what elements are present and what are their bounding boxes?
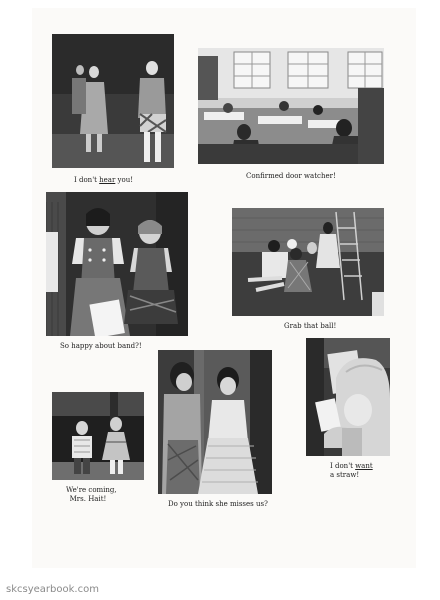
caption-1: I don't hear you! bbox=[74, 176, 134, 184]
photo-grab-ball bbox=[232, 208, 384, 316]
site-watermark: skcsyearbook.com bbox=[6, 584, 99, 595]
caption-5: We're coming, Mrs. Hait! bbox=[66, 486, 117, 504]
caption-3: So happy about band?! bbox=[60, 342, 142, 350]
caption-6: Do you think she misses us? bbox=[168, 500, 268, 508]
caption-4: Grab that ball! bbox=[284, 322, 337, 330]
caption-7: I don't want a straw! bbox=[330, 462, 373, 480]
photo-girl-straw bbox=[306, 338, 390, 456]
photo-misses-us bbox=[158, 350, 272, 494]
photo-classroom bbox=[198, 48, 384, 164]
photo-girls-band bbox=[46, 192, 188, 336]
caption-2: Confirmed door watcher! bbox=[246, 172, 336, 180]
photo-kids-coming bbox=[52, 392, 144, 480]
photo-girls-walking bbox=[52, 34, 174, 168]
